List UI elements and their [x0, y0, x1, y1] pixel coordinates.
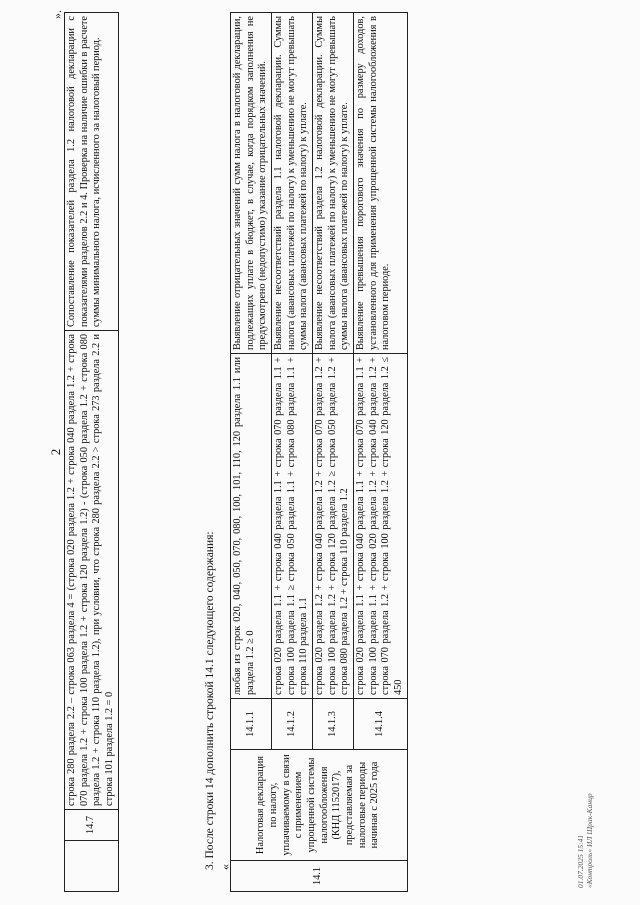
row-number: 14.7 [65, 810, 119, 841]
row-formula: строка 280 раздела 2.2 – строка 063 раздела 4 = (строка 020 раздела 1.2 + строка 040 раздела 1.2 + строка 070 раздела 1.2 + строка 100 раздела 1.2 + строка 120 раздела 1.2) - (строка 050 раздела 1.2 + строка 080 раздела 1.2 + строка 110 раздела 1.2), при условии, что строка 280 раздела 2.2 > строка 273 раздела 2.2 и строка 101 раздела 1.2 = 0 [65, 331, 119, 810]
section-heading: 3. После строки 14 дополнить строкой 14.1 следующего содержания: [204, 531, 216, 870]
table-row [231, 13, 272, 892]
registration-stamp [576, 793, 594, 888]
row-formula: строка 020 раздела 1.1 + строка 040 раздела 1.1 + строка 070 раздела 1.1 + строка 100 раздела 1.1 ≥ строка 050 раздела 1.1 + строка 080 раздела 1.1 + строка 110 раздела 1.1 [271, 354, 312, 699]
row-number: 14.1.4 [353, 699, 407, 750]
table-row-14-7 [64, 12, 119, 892]
stamp-line: 01.07.2025 15:41 [576, 834, 585, 888]
row-description: Выявление отрицательных значений сумм налога в налоговой декларации, подлежащих уплате в бюджет, в случае, когда порядком заполнения не предусмотрено (недопустимо) указание отрицательных значений. [231, 13, 272, 354]
row-description: Выявление несоответствий раздела 1.1 налоговой декларации. Суммы налога (авансовых платежей по налогу) к уменьшению не могут превышать суммы налога (авансовых платежей по налогу) к уплате. [271, 13, 312, 354]
page-number: 2 [48, 448, 63, 456]
row-formula: строка 020 раздела 1.1 + строка 040 раздела 1.1 + строка 070 раздела 1.1 + строка 100 раздела 1.1 + строка 020 раздела 1.2 + строка 040 раздела 1.2 + строка 070 раздела 1.2 + строка 100 раздела 1.2 + строка 120 раздела 1.2 ≤ 450 [353, 354, 407, 699]
declaration-name: Налоговая декларация по налогу, уплачиваемому в связи с применением упрощенной системы налогообложения (КНД 1152017), представляемая за налоговые периоды начиная с 2025 года [231, 750, 408, 861]
table-section-14-1 [230, 12, 408, 892]
row-formula: любая из строк 020, 040, 050, 070, 080, 100, 101, 110, 120 раздела 1.1 или раздела 1.2 ≥ 0 [231, 354, 272, 699]
opening-quote: « [218, 864, 232, 870]
row-formula: строка 020 раздела 1.2 + строка 040 раздела 1.2 + строка 070 раздела 1.2 + строка 100 раздела 1.2 + строка 120 раздела 1.2 ≥ строка 050 раздела 1.2 + строка 080 раздела 1.2 + строка 110 раздела 1.2 [312, 354, 353, 699]
row-number: 14.1.3 [312, 699, 353, 750]
stamp-line: «Контроль» ИЛ Шрак-Канцр [585, 793, 594, 888]
row-description: Сопоставление показателей раздела 1.2 налоговой декларации с показателями разделов 2.2 и 4. Проверка на наличие ошибки в расчете суммы минимального налога, исчисленного за налоговый период. [65, 13, 119, 331]
row-description: Выявление превышения порогового значения по размеру доходов, установленного для применения упрощенной системы налогообложения в налоговом периоде. [353, 13, 407, 354]
table-row [65, 13, 119, 892]
row-description: Выявление несоответствий раздела 1.2 налоговой декларации. Суммы налога (авансовых платежей по налогу) к уменьшению не могут превышать суммы налога (авансовых платежей по налогу) к уплате. [312, 13, 353, 354]
row-number: 14.1.1 [231, 699, 272, 750]
section-number: 14.1 [231, 861, 408, 892]
row-number: 14.1.2 [271, 699, 312, 750]
closing-quote: ». [50, 10, 64, 19]
rotated-sheet [40, 12, 600, 892]
